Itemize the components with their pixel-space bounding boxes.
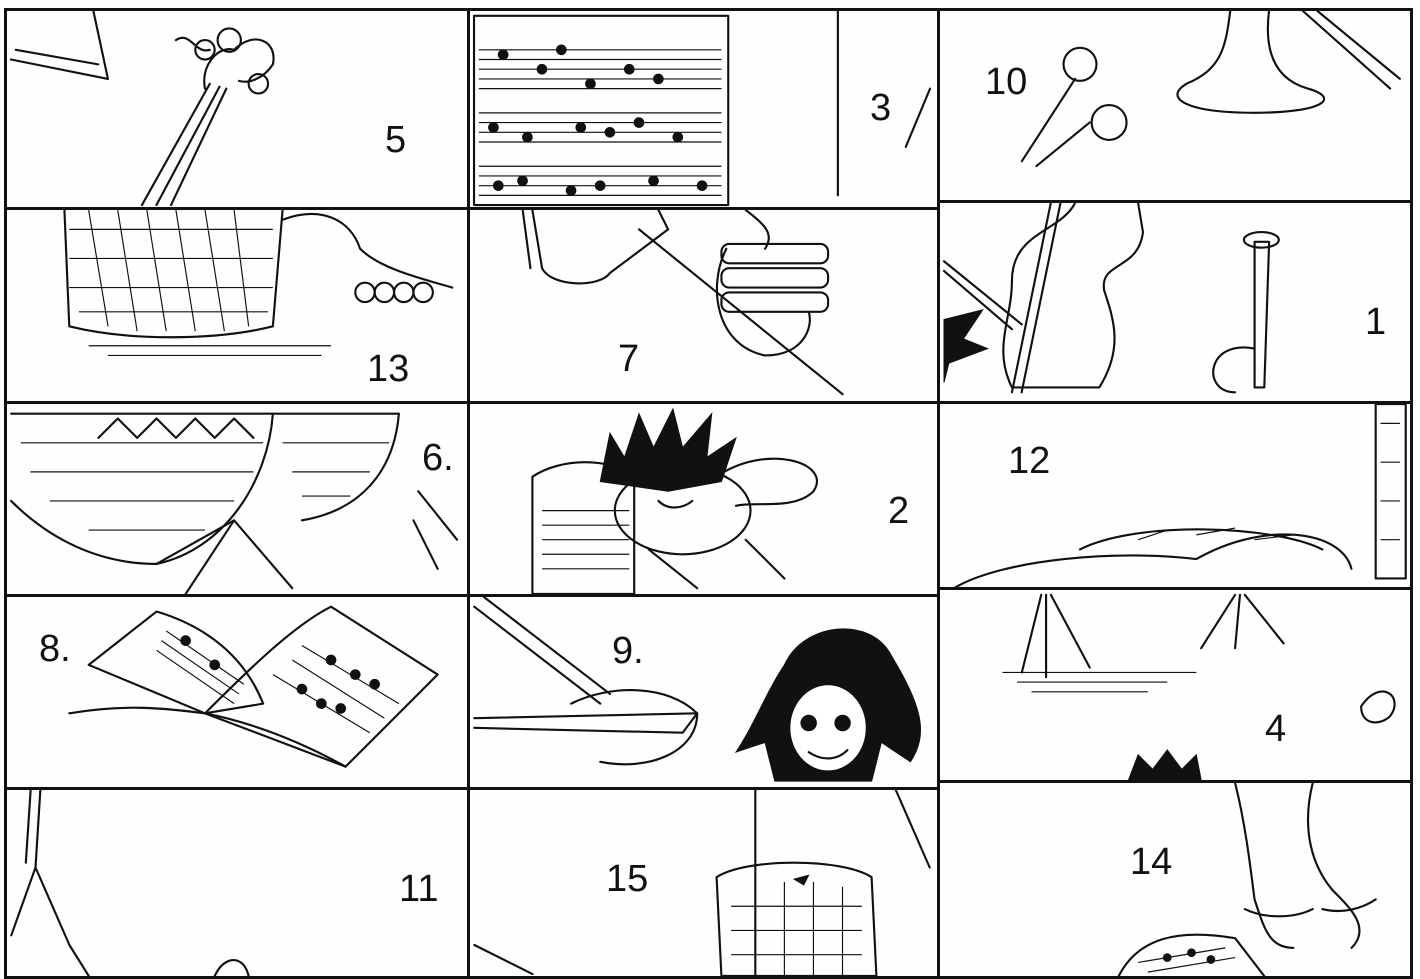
panel-10[interactable] <box>937 8 1413 203</box>
trumpet-valves-illustration <box>470 210 937 401</box>
kettle-drums-illustration <box>7 404 467 594</box>
panel-number: 5 <box>385 119 407 161</box>
panel-number: 15 <box>606 858 649 900</box>
panel-6[interactable] <box>4 401 470 597</box>
panel-1[interactable] <box>937 200 1413 404</box>
girl-with-violin-illustration <box>470 597 937 787</box>
panel-number: 8. <box>39 628 71 670</box>
panel-2[interactable] <box>467 401 940 597</box>
panel-7[interactable] <box>467 207 940 404</box>
panel-number: 14 <box>1130 841 1173 883</box>
panel-number: 4 <box>1265 708 1287 750</box>
panel-12[interactable] <box>937 401 1413 597</box>
panel-13[interactable] <box>4 207 470 404</box>
panel-number: 12 <box>1008 440 1051 482</box>
drum-legs-illustration <box>940 590 1410 780</box>
drum-on-legs-illustration <box>940 404 1410 594</box>
panel-number: 11 <box>399 868 439 910</box>
panel-3[interactable] <box>467 8 940 210</box>
open-music-book-illustration <box>7 597 467 787</box>
panel-15[interactable] <box>467 787 940 979</box>
panel-number: 6. <box>422 437 454 479</box>
panel-8[interactable] <box>4 594 470 790</box>
panel-number: 1 <box>1365 301 1387 343</box>
panel-5[interactable] <box>4 8 470 210</box>
legs-and-sheet-illustration <box>940 783 1410 976</box>
sheet-music-illustration <box>470 11 937 207</box>
panel-number: 3 <box>870 87 892 129</box>
panel-number: 9. <box>612 630 644 672</box>
panel-number: 13 <box>367 348 410 390</box>
panel-number: 2 <box>888 490 910 532</box>
panel-14[interactable] <box>937 780 1413 979</box>
boy-with-drum-illustration <box>470 404 937 594</box>
violin-scroll-illustration <box>7 11 467 207</box>
double-bass-and-bugle-illustration <box>940 203 1410 401</box>
triangle-illustration <box>7 790 467 976</box>
panel-9[interactable] <box>467 594 940 790</box>
panel-4[interactable] <box>937 587 1413 783</box>
mallets-and-bell-illustration <box>940 11 1410 200</box>
panel-number: 7 <box>618 338 640 380</box>
panel-11[interactable] <box>4 787 470 979</box>
panel-number: 10 <box>985 61 1028 103</box>
hand-drum-illustration <box>470 790 937 976</box>
